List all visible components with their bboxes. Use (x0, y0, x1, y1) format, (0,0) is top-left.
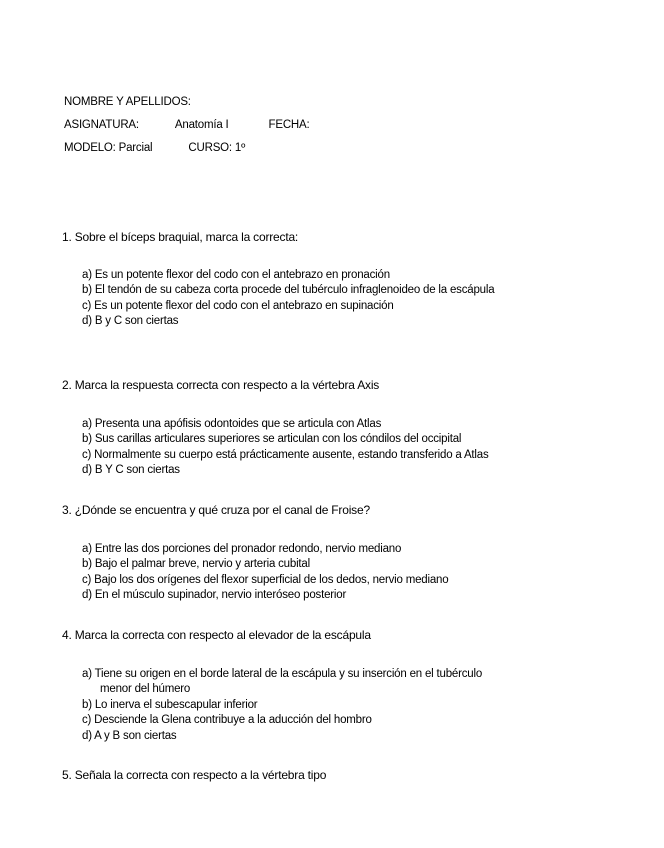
options-list (82, 667, 482, 744)
option-b: b) Sus carillas articulares superiores se articulan con los cóndilos del occipital (82, 433, 462, 446)
option-d: d) B Y C son ciertas (82, 464, 180, 477)
name-line (64, 96, 191, 108)
subject-value: Anatomía I (174, 119, 229, 131)
question-5 (62, 768, 652, 783)
option-d: d) B y C son ciertas (82, 315, 179, 328)
question-2 (62, 378, 652, 477)
model-line (64, 142, 245, 154)
question-title: 2. Marca la respuesta correcta con respecto a la vértebra Axis (62, 378, 380, 392)
model-label: MODELO: Parcial (64, 142, 153, 154)
option-d: d) A y B son ciertas (82, 729, 177, 742)
name-label: NOMBRE Y APELLIDOS: (64, 96, 191, 108)
question-title: 1. Sobre el bíceps braquial, marca la correcta: (62, 230, 299, 244)
question-1 (62, 230, 652, 328)
option-a: a) Presenta una apófisis odontoides que se articula con Atlas (82, 418, 382, 430)
option-a-continuation: menor del húmero (100, 683, 191, 696)
question-title: 4. Marca la correcta con respecto al elevador de la escápula (62, 628, 371, 642)
date-label: FECHA: (268, 119, 310, 131)
question-title: 5. Señala la correcta con respecto a la vértebra tipo (62, 768, 327, 782)
option-a: a) Tiene su origen en el borde lateral de la escápula y su inserción en el tubérculo (82, 668, 483, 680)
course-label: CURSO: 1º (188, 142, 246, 154)
option-b: b) El tendón de su cabeza corta procede del tubérculo infraglenoideo de la escápula (82, 284, 495, 297)
option-c: c) Es un potente flexor del codo con el antebrazo en supinación (82, 299, 394, 312)
options-list (82, 417, 489, 479)
subject-line (64, 119, 310, 131)
subject-label: ASIGNATURA: (64, 119, 139, 131)
option-c: c) Normalmente su cuerpo está prácticamente ausente, estando transferido a Atlas (82, 448, 489, 461)
options-list (82, 268, 494, 330)
option-b: b) Lo inerva el subescapular inferior (82, 698, 258, 711)
option-a: a) Es un potente flexor del codo con el antebrazo en pronación (82, 269, 390, 281)
options-list (82, 542, 448, 604)
option-d: d) En el músculo supinador, nervio interóseo posterior (82, 589, 347, 602)
question-4 (62, 628, 652, 742)
question-3 (62, 503, 652, 602)
option-b: b) Bajo el palmar breve, nervio y arteria cubital (82, 558, 310, 571)
option-c: c) Desciende la Glena contribuye a la aducción del hombro (82, 714, 372, 727)
option-c: c) Bajo los dos orígenes del flexor superficial de los dedos, nervio mediano (82, 573, 449, 586)
option-a: a) Entre las dos porciones del pronador redondo, nervio mediano (82, 543, 402, 555)
question-title: 3. ¿Dónde se encuentra y qué cruza por el canal de Froise? (62, 503, 370, 517)
